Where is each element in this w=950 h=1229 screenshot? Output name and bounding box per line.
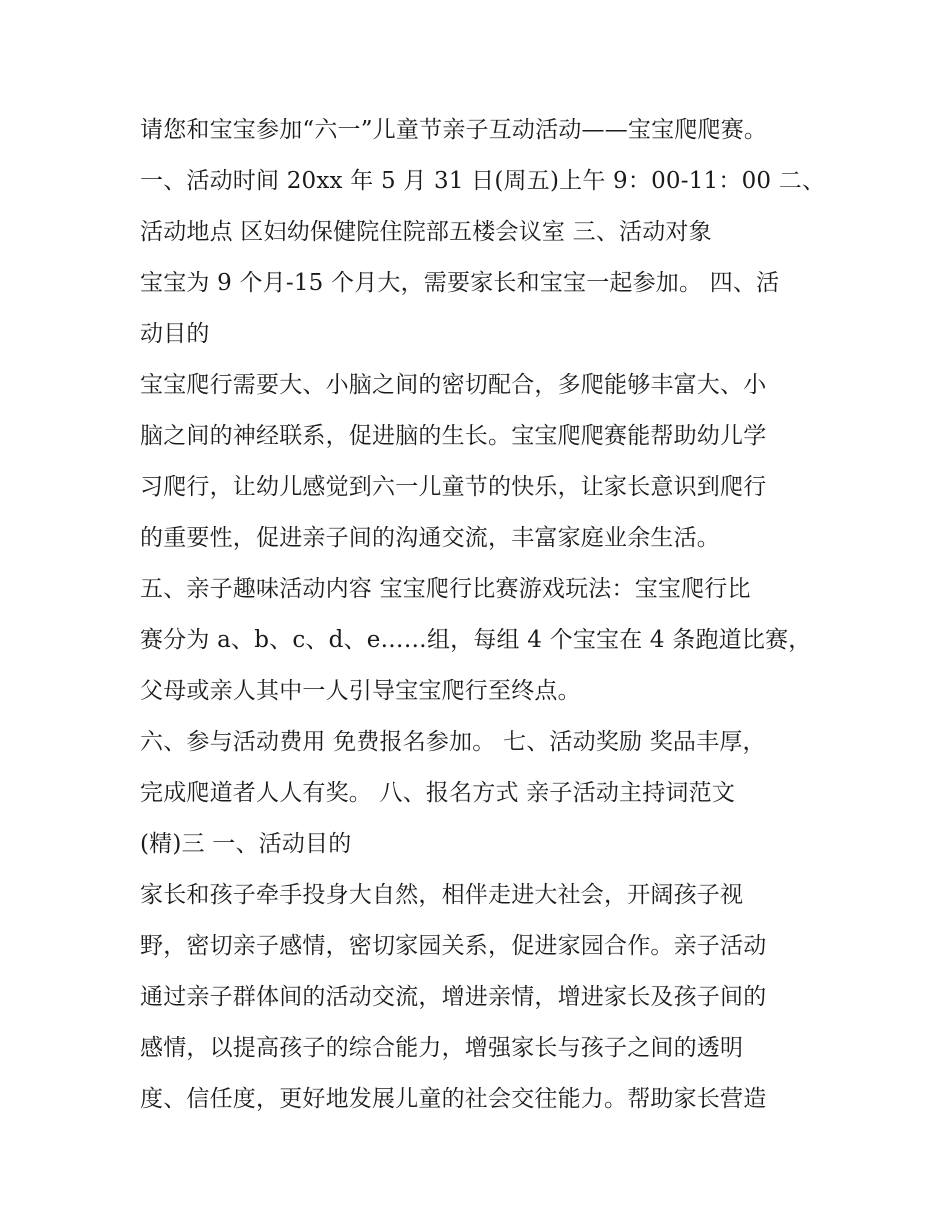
text-line: 宝宝爬行需要大、小脑之间的密切配合，多爬能够丰富大、小 — [140, 372, 767, 398]
text-line: 宝宝为 9 个月-15 个月大，需要家长和宝宝一起参加。 四、活 — [140, 270, 780, 296]
text-line: 五、亲子趣味活动内容 宝宝爬行比赛游戏玩法：宝宝爬行比 — [140, 576, 751, 602]
text-line: 动目的 — [140, 321, 210, 347]
text-line: 赛分为 a、b、c、d、e……组，每组 4 个宝宝在 4 条跑道比赛， — [140, 627, 812, 653]
text-line: 野，密切亲子感情，密切家园关系，促进家园合作。亲子活动 — [140, 933, 767, 959]
text-line: 六、参与活动费用 免费报名参加。 七、活动奖励 奖品丰厚， — [140, 729, 766, 755]
text-line: 习爬行，让幼儿感觉到六一儿童节的快乐，让家长意识到爬行 — [140, 474, 767, 500]
text-line: 完成爬道者人人有奖。 八、报名方式 亲子活动主持词范文 — [140, 780, 736, 806]
text-line: 通过亲子群体间的活动交流，增进亲情，增进家长及孩子间的 — [140, 984, 767, 1010]
text-line: 父母或亲人其中一人引导宝宝爬行至终点。 — [140, 678, 581, 704]
text-line: 一、活动时间 20xx 年 5 月 31 日(周五)上午 9：00-11：00 二、 — [140, 168, 826, 194]
text-line: 脑之间的神经联系，促进脑的生长。宝宝爬爬赛能帮助幼儿学 — [140, 423, 767, 449]
text-line: 请您和宝宝参加“六一”儿童节亲子互动活动——宝宝爬爬赛。 — [140, 117, 768, 143]
text-line: 度、信任度，更好地发展儿童的社会交往能力。帮助家长营造 — [140, 1086, 767, 1112]
text-line: (精)三 一、活动目的 — [140, 831, 352, 857]
text-line: 家长和孩子牵手投身大自然，相伴走进大社会，开阔孩子视 — [140, 882, 744, 908]
text-line: 活动地点 区妇幼保健院住院部五楼会议室 三、活动对象 — [140, 219, 712, 245]
text-line: 的重要性，促进亲子间的沟通交流，丰富家庭业余生活。 — [140, 525, 720, 551]
document-body — [140, 105, 826, 1125]
text-line: 感情，以提高孩子的综合能力，增强家长与孩子之间的透明 — [140, 1035, 744, 1061]
